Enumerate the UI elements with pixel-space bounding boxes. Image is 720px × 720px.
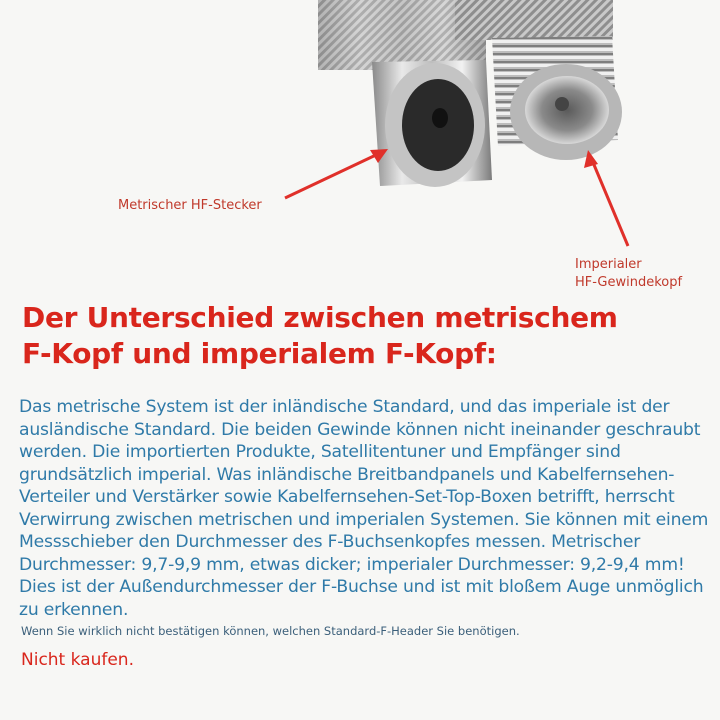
- arrow-imperial: [584, 150, 628, 246]
- page-heading: [22, 300, 702, 372]
- heading-line2: F-Kopf und imperialem F-Kopf:: [22, 337, 497, 370]
- connector-photo: [0, 0, 720, 300]
- heading-line1: Der Unterschied zwischen metrischem: [22, 301, 618, 334]
- imperial-label-line2: HF-Gewindekopf: [575, 275, 683, 290]
- note-text: Wenn Sie wirklich nicht bestätigen können, welchen Standard-F-Header Sie benötigen.: [21, 624, 520, 638]
- arrow-metric: [285, 149, 388, 198]
- body-paragraph: Das metrische System ist der inländische Standard, und das imperiale ist der ausländische Standard. Die beiden Gewinde können nicht ineinander geschraubt werden. Die importierten Produkte, Satellitentuner und Empfänger sind grundsätzlich imperial. Was inländische Breitbandpanels und Kabelfernsehen-Verteiler und Verstärker sowie Kabelfernsehen-Set-Top-Boxen betrifft, herrscht Verwirrung zwischen metrischen und imperialen Systemen. Sie können mit einem Messschieber den Durchmesser des F-Buchsenkopfes messen. Metrischer Durchmesser: 9,7-9,9 mm, etwas dicker; imperialer Durchmesser: 9,2-9,4 mm! Dies ist der Außendurchmesser der F-Buchse und ist mit bloßem Auge unmöglich zu erkennen.: [19, 397, 709, 620]
- metric-plug-label: Metrischer HF-Stecker: [118, 198, 262, 213]
- warning-text: Nicht kaufen.: [21, 650, 134, 670]
- imperial-head-label: [575, 256, 682, 292]
- imperial-label-line1: Imperialer: [575, 257, 642, 272]
